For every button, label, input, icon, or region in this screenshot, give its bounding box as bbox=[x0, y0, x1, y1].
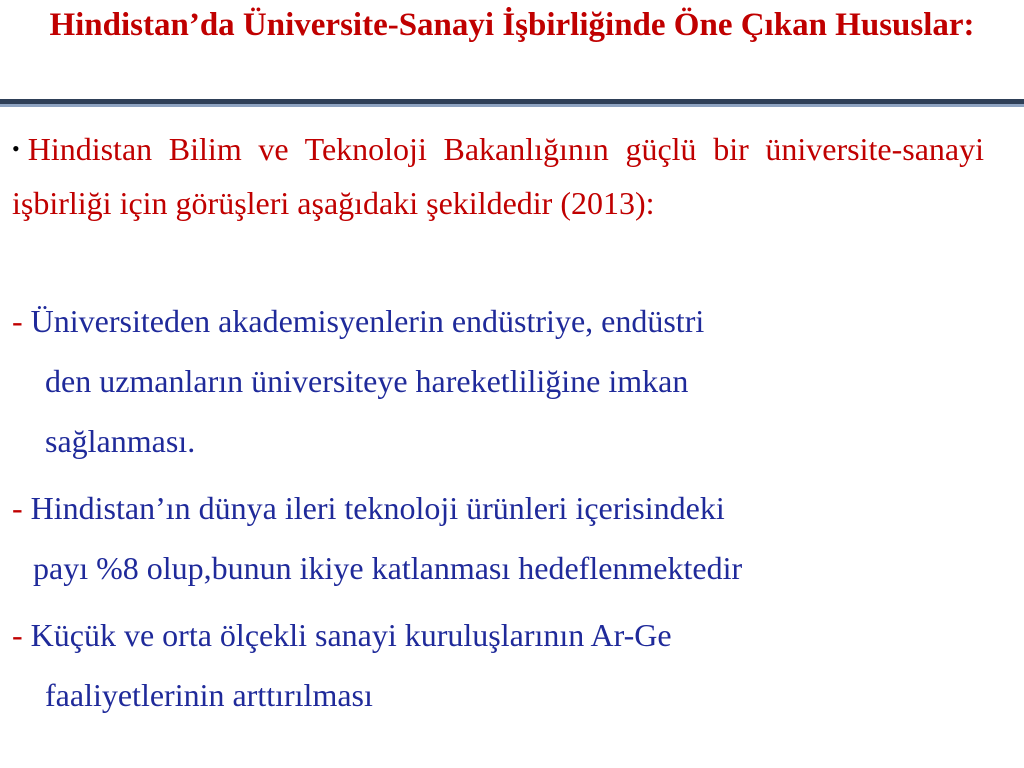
item-3-line-2: faaliyetlerinin arttırılması bbox=[45, 677, 373, 713]
slide-title: Hindistan’da Üniversite-Sanayi İşbirliğinde Öne Çıkan Hususlar: bbox=[49, 7, 975, 43]
item-3-line-1 bbox=[12, 611, 672, 659]
title-divider-accent bbox=[0, 104, 1024, 107]
intro-paragraph bbox=[12, 124, 984, 228]
item-3-text-1: Küçük ve orta ölçekli sanayi kuruluşlarının Ar-Ge bbox=[22, 617, 672, 653]
item-1-line-1 bbox=[12, 297, 704, 345]
item-2-line-2: payı %8 olup,bunun ikiye katlanması hedeflenmektedir bbox=[33, 550, 743, 586]
intro-text: Hindistan Bilim ve Teknoloji Bakanlığının güçlü bir üniversite-sanayi işbirliği için görüşleri aşağıdaki şekildedir (2013): bbox=[12, 131, 984, 221]
item-1-line-3: sağlanması. bbox=[45, 423, 196, 459]
item-1-line-2: den uzmanların üniversiteye hareketliliğine imkan bbox=[45, 363, 689, 399]
bullet-icon: • bbox=[12, 135, 20, 161]
item-1-text-1: Üniversiteden akademisyenlerin endüstriye, endüstri bbox=[22, 303, 705, 339]
dash-marker: - bbox=[12, 490, 23, 526]
dash-marker: - bbox=[12, 617, 23, 653]
dash-marker: - bbox=[12, 303, 23, 339]
item-2-line-1 bbox=[12, 484, 725, 532]
item-2-text-1: Hindistan’ın dünya ileri teknoloji ürünleri içerisindeki bbox=[22, 490, 725, 526]
